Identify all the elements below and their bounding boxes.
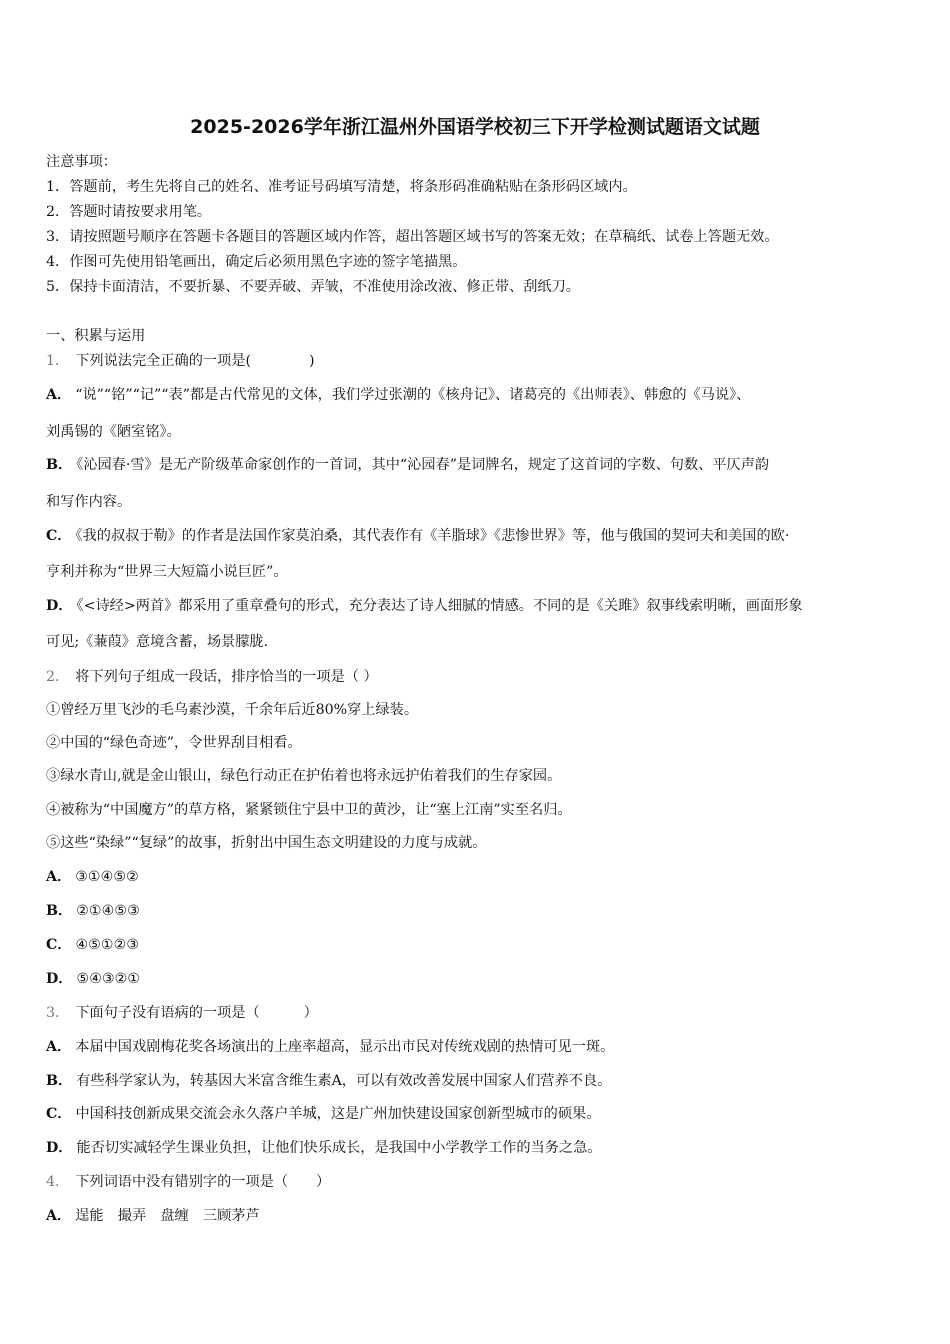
- notice-item: 4．作图可先使用铅笔画出，确定后必须用黑色字迹的签字笔描黑。: [46, 254, 467, 270]
- option-d-continued: 可见;《蒹葭》意境含蓄，场景朦胧.: [46, 634, 269, 650]
- option-a: [46, 1207, 260, 1225]
- option-a-continued: 刘禹锡的《陋室铭》。: [46, 424, 181, 440]
- question-close: ): [309, 353, 315, 369]
- question-text: 下面句子没有语病的一项是（: [75, 1005, 260, 1021]
- option-a: [46, 1038, 614, 1056]
- option-text: 本届中国戏剧梅花奖各场演出的上座率超高，显示出市民对传统戏剧的热情可见一斑。: [75, 1039, 615, 1055]
- sentence-item: ④被称为“中国魔方”的草方格，紧紧锁住宁县中卫的黄沙，让“塞上江南”实至名归。: [46, 802, 572, 818]
- sentence-item: ①曾经万里飞沙的毛乌素沙漠，千余年后近80%穿上绿装。: [46, 702, 419, 718]
- option-letter: B．: [46, 1073, 73, 1089]
- option-b: [46, 902, 140, 920]
- option-text: ③①④⑤②: [75, 869, 139, 885]
- option-letter: B．: [46, 457, 73, 473]
- question-text: 将下列句子组成一段话，排序恰当的一项是（ ）: [75, 669, 378, 685]
- question-1-stem: [46, 352, 315, 370]
- option-text: 《我的叔叔于勒》的作者是法国作家莫泊桑，其代表作有《羊脂球》《悲惨世界》等，他与俄国的契诃夫和美国的欧·: [75, 528, 790, 544]
- question-close: ）: [316, 1174, 331, 1190]
- option-letter: D．: [46, 971, 73, 987]
- option-text: ④⑤①②③: [75, 937, 140, 953]
- option-text: “说”“铭”“记”“表”都是古代常见的文体，我们学过张潮的《核舟记》、诸葛亮的《出师表》、韩愈的《马说》、: [75, 387, 751, 403]
- option-letter: C．: [46, 937, 72, 953]
- option-letter: B．: [46, 903, 73, 919]
- option-text: 《沁园春·雪》是无产阶级革命家创作的一首词，其中“沁园春”是词牌名，规定了这首词的字数、句数、平仄声韵: [76, 457, 770, 473]
- option-b: [46, 1072, 611, 1090]
- option-text: 逞能 撮弄 盘缠 三顾茅芦: [75, 1208, 260, 1224]
- option-text: ②①④⑤③: [76, 903, 140, 919]
- question-number: 2．: [46, 669, 70, 685]
- option-letter: A．: [46, 869, 72, 885]
- option-text: 中国科技创新成果交流会永久落户羊城，这是广州加快建设国家创新型城市的硕果。: [75, 1106, 601, 1122]
- option-d: [46, 1139, 601, 1157]
- sentence-item: ②中国的“绿色奇迹”，令世界刮目相看。: [46, 735, 302, 751]
- option-c: [46, 936, 139, 954]
- option-letter: C．: [46, 528, 72, 544]
- option-d: [46, 970, 140, 988]
- option-letter: A．: [46, 1208, 72, 1224]
- notice-item: 3．请按照题号顺序在答题卡各题目的答题区域内作答，超出答题区域书写的答案无效；在草稿纸、试卷上答题无效。: [46, 229, 779, 245]
- sentence-item: ③绿水青山,就是金山银山，绿色行动正在护佑着也将永远护佑着我们的生存家园。: [46, 768, 562, 784]
- option-a: [46, 386, 750, 404]
- section-heading: 一、积累与运用: [46, 328, 146, 344]
- option-text: 有些科学家认为，转基因大米富含维生素A，可以有效改善发展中国家人们营养不良。: [76, 1073, 612, 1089]
- question-4-stem: [46, 1173, 330, 1191]
- notice-item: 1．答题前，考生先将自己的姓名、准考证号码填写清楚，将条形码准确粘贴在条形码区域内。: [46, 179, 637, 195]
- page-title: 2025-2026学年浙江温州外国语学校初三下开学检测试题语文试题: [190, 116, 760, 138]
- option-c-continued: 亨利并称为“世界三大短篇小说巨匠”。: [46, 564, 288, 580]
- option-letter: A．: [46, 387, 72, 403]
- option-letter: C．: [46, 1106, 72, 1122]
- sentence-item: ⑤这些“染绿”“复绿”的故事，折射出中国生态文明建设的力度与成就。: [46, 835, 487, 851]
- option-b: [46, 456, 769, 474]
- option-text: 能否切实减轻学生课业负担，让他们快乐成长，是我国中小学教学工作的当务之急。: [76, 1140, 602, 1156]
- notice-item: 2．答题时请按要求用笔。: [46, 204, 212, 220]
- question-text: 下列词语中没有错别字的一项是（: [75, 1174, 289, 1190]
- question-number: 4．: [46, 1174, 70, 1190]
- question-3-stem: [46, 1004, 318, 1022]
- notice-item: 5．保持卡面清洁，不要折暴、不要弄破、弄皱，不准使用涂改液、修正带、刮纸刀。: [46, 279, 580, 295]
- option-c: [46, 1105, 600, 1123]
- question-number: 1．: [46, 353, 70, 369]
- notice-heading: 注意事项：: [46, 154, 117, 170]
- question-text: 下列说法完全正确的一项是(: [75, 353, 252, 369]
- option-a: [46, 868, 139, 886]
- option-text: 《<诗经>两首》都采用了重章叠句的形式，充分表达了诗人细腻的情感。不同的是《关雎》叙事线索明晰，画面形象: [76, 598, 803, 614]
- option-letter: D．: [46, 598, 73, 614]
- question-close: ）: [303, 1005, 318, 1021]
- option-text: ⑤④③②①: [76, 971, 141, 987]
- option-letter: D．: [46, 1140, 73, 1156]
- option-d: [46, 597, 803, 615]
- option-letter: A．: [46, 1039, 72, 1055]
- question-2-stem: [46, 668, 378, 686]
- option-c: [46, 527, 789, 545]
- question-number: 3．: [46, 1005, 70, 1021]
- option-b-continued: 和写作内容。: [46, 494, 132, 510]
